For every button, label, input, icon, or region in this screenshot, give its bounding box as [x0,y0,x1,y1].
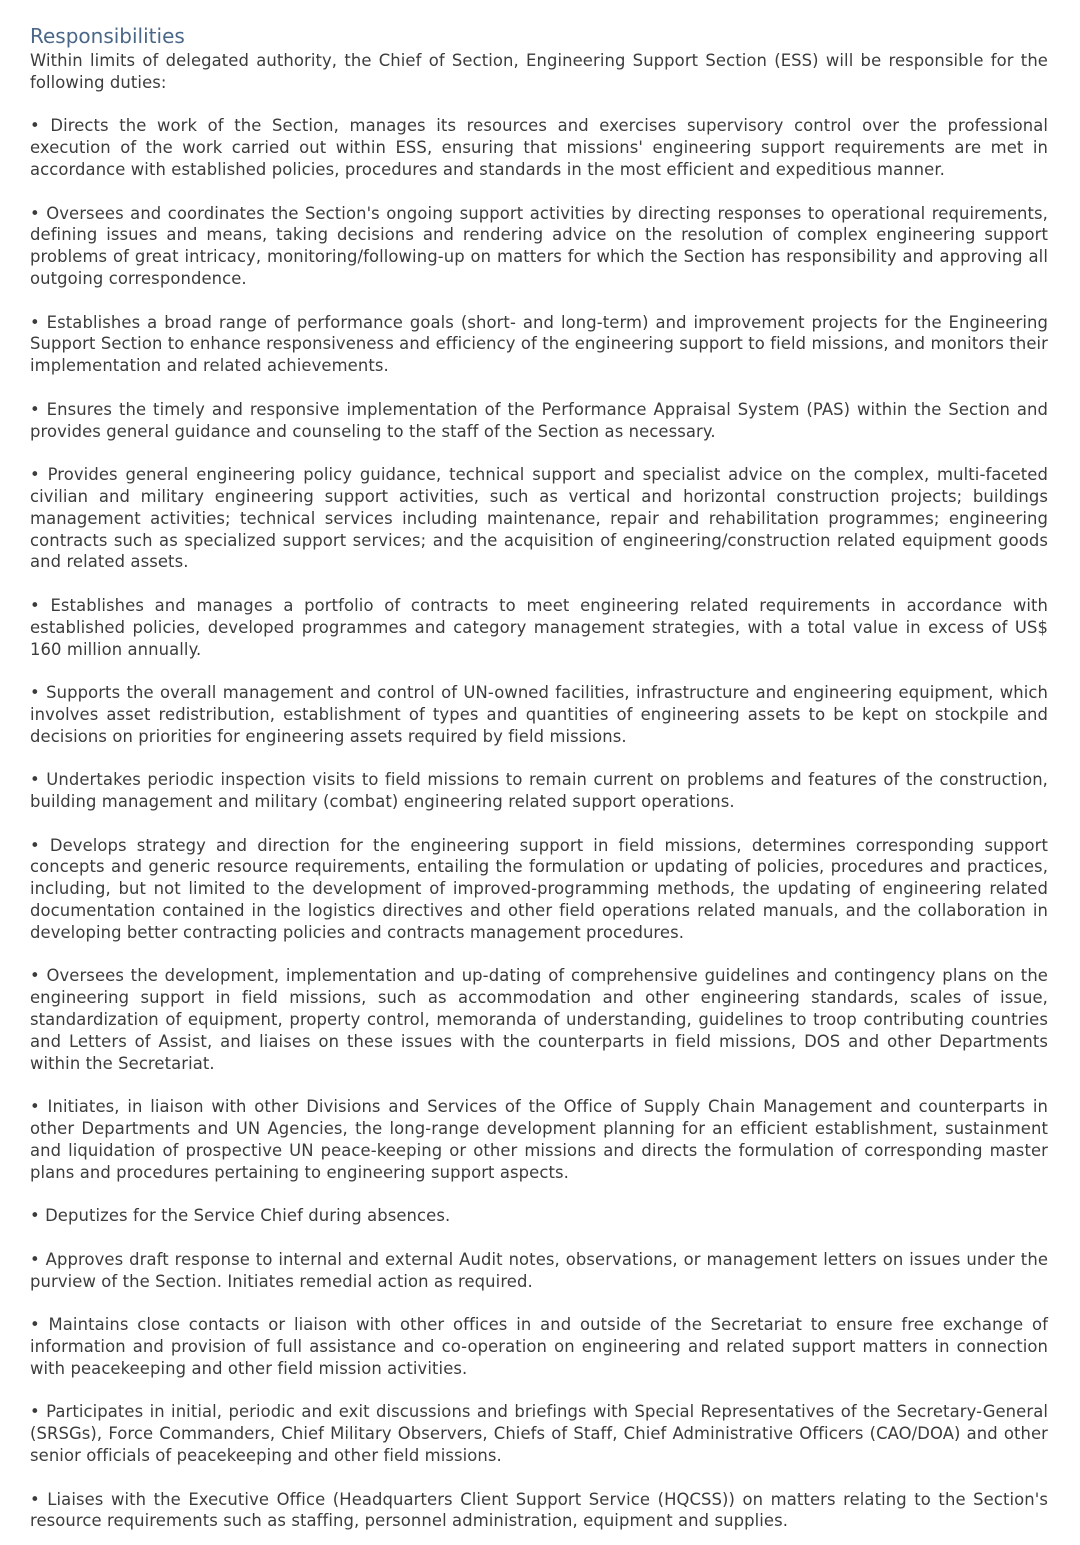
duty-item: • Participates in initial, periodic and exit discussions and briefings with Special Representatives of the Secretary-General (SRSGs), Force Commanders, Chief Military Observers, Chiefs of Staff, Chief Administrative Officers (CAO/DOA) and other senior officials of peacekeeping and other field missions. [30,1402,1048,1465]
duty-item: • Establishes a broad range of performance goals (short- and long-term) and improvement projects for the Engineering Support Section to enhance responsiveness and efficiency of the engineering support to field missions, and monitors their implementation and related achievements. [30,312,1048,376]
duty-item: • Deputizes for the Service Chief during absences. [30,1206,451,1226]
duty-item: • Ensures the timely and responsive implementation of the Performance Appraisal System (PAS) within the Section and provides general guidance and counseling to the staff of the Section as necessary. [30,399,1048,441]
duty-item: • Supports the overall management and control of UN-owned facilities, infrastructure and engineering equipment, which involves asset redistribution, establishment of types and quantities of engineering assets to be kept on stockpile and decisions on priorities for engineering assets required by field missions. [30,683,1048,746]
duties-list [30,115,1048,1532]
duty-item: • Oversees the development, implementation and up-dating of comprehensive guidelines and contingency plans on the engineering support in field missions, such as accommodation and other engineering standards, scales of issue, standardization of equipment, property control, memoranda of understanding, guidelines to troop contributing countries and Letters of Assist, and liaises on these issues with the counterparts in field missions, DOS and other Departments within the Secretariat. [30,966,1048,1073]
duty-item: • Establishes and manages a portfolio of contracts to meet engineering related requirements in accordance with established policies, developed programmes and category management strategies, with a total value in excess of US$ 160 million annually. [30,595,1048,659]
intro-paragraph: Within limits of delegated authority, the Chief of Section, Engineering Support Section (ESS) will be responsible for the following duties: [30,51,1048,92]
duty-item: • Liaises with the Executive Office (Headquarters Client Support Service (HQCSS)) on matters relating to the Section's resource requirements such as staffing, personnel administration, equipment and supplies. [30,1489,1048,1531]
duty-item: • Provides general engineering policy guidance, technical support and specialist advice on the complex, multi-faceted civilian and military engineering support activities, such as vertical and horizontal construction projects; buildings management activities; technical services including maintenance, repair and rehabilitation programmes; engineering contracts such as specialized support services; and the acquisition of engineering/construction related equipment goods and related assets. [30,465,1048,572]
duty-item: • Undertakes periodic inspection visits to field missions to remain current on problems and features of the construction, building management and military (combat) engineering related support operations. [30,770,1048,812]
duty-item: • Maintains close contacts or liaison with other offices in and outside of the Secretariat to ensure free exchange of information and provision of full assistance and co-operation on engineering and related support matters in connection with peacekeeping and other field mission activities. [30,1315,1048,1378]
duty-item: • Develops strategy and direction for the engineering support in field missions, determines corresponding support concepts and generic resource requirements, entailing the formulation or updating of policies, procedures and practices, including, but not limited to the development of improved-programming methods, the updating of engineering related documentation contained in the logistics directives and other field operations related manuals, and the collaboration in developing better contracting policies and contracts management procedures. [30,835,1048,942]
duty-item: • Directs the work of the Section, manages its resources and exercises supervisory control over the professional execution of the work carried out within ESS, ensuring that missions' engineering support requirements are met in accordance with established policies, procedures and standards in the most efficient and expeditious manner. [30,116,1048,179]
duty-item: • Initiates, in liaison with other Divisions and Services of the Office of Supply Chain Management and counterparts in other Departments and UN Agencies, the long-range development planning for an efficient establishment, sustainment and liquidation of prospective UN peace-keeping or other missions and directs the formulation of corresponding master plans and procedures pertaining to engineering support aspects. [30,1097,1048,1182]
duty-item: • Oversees and coordinates the Section's ongoing support activities by directing responses to operational requirements, defining issues and means, taking decisions and rendering advice on the resolution of complex engineering support problems of great intricacy, monitoring/following-up on matters for which the Section has responsibility and approving all outgoing correspondence. [30,203,1048,288]
section-heading: Responsibilities [30,24,185,48]
duty-item: • Approves draft response to internal and external Audit notes, observations, or management letters on issues under the purview of the Section. Initiates remedial action as required. [30,1249,1048,1291]
